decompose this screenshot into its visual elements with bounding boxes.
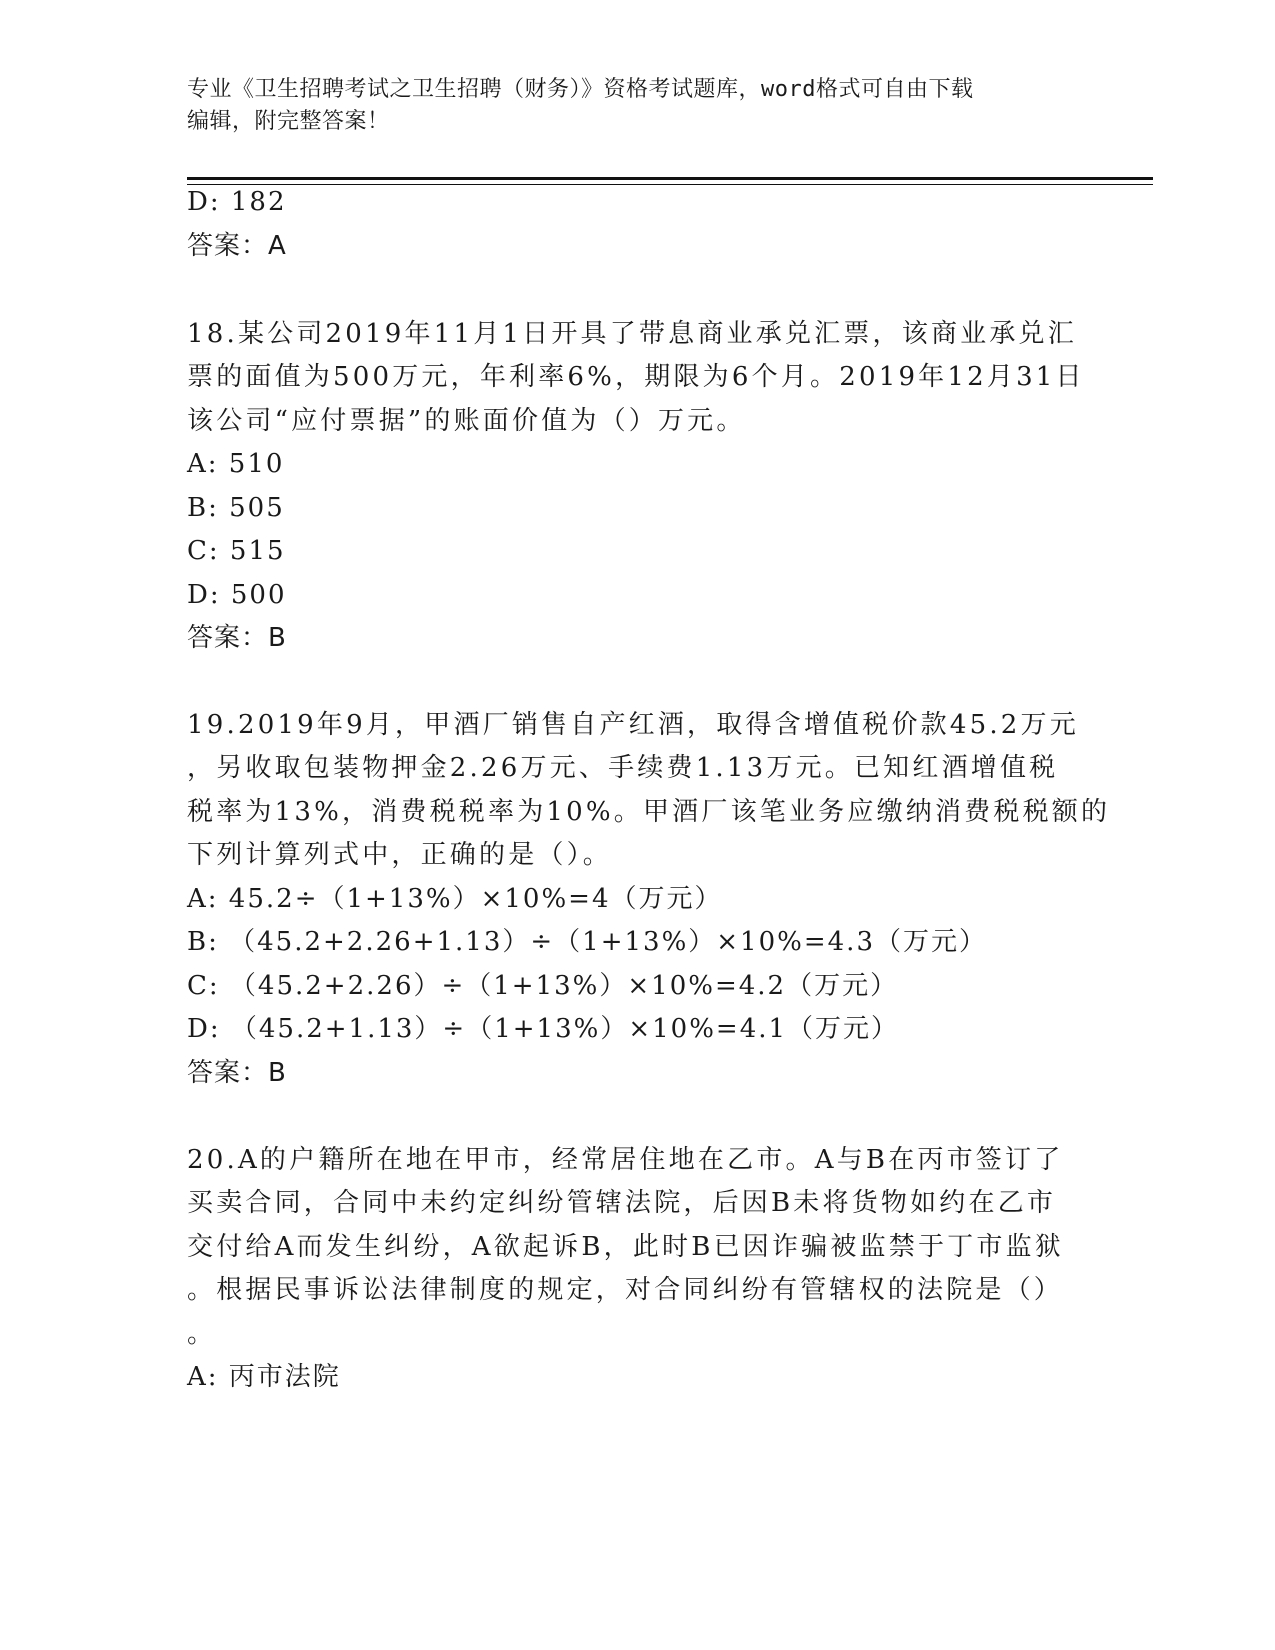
header-rule-thin [187,184,1153,185]
q20-option-a: A: 丙市法院 [187,1362,341,1392]
q18-option-d: D: 500 [187,580,287,610]
q20-text-line-3: 交付给A而发生纠纷，A欲起诉B，此时B已因诈骗被监禁于丁市监狱 [187,1232,1064,1262]
q19-text-line-2: ，另收取包装物押金2.26万元、手续费1.13万元。已知红酒增值税 [187,753,1059,783]
q18-option-c: C: 515 [187,536,286,566]
header-line-1: 专业《卫生招聘考试之卫生招聘（财务）》资格考试题库，word格式可自由下载 [187,77,974,102]
q19-option-b: B: （45.2+2.26+1.13）÷（1+13%）×10%=4.3（万元） [187,927,987,957]
header-line-2: 编辑，附完整答案！ [187,109,390,134]
q19-option-a: A: 45.2÷（1+13%）×10%=4（万元） [187,884,723,914]
prev-option-d: D: 182 [187,187,287,217]
q19-option-c: C: （45.2+2.26）÷（1+13%）×10%=4.2（万元） [187,971,899,1001]
q18-text-line-1: 18.某公司2019年11月1日开具了带息商业承兑汇票，该商业承兑汇 [187,319,1077,349]
q20-text-line-2: 买卖合同，合同中未约定纠纷管辖法院，后因B未将货物如约在乙市 [187,1188,1057,1218]
q19-text-line-4: 下列计算列式中，正确的是（）。 [187,840,613,870]
q19-text-line-3: 税率为13%，消费税税率为10%。甲酒厂该笔业务应缴纳消费税税额的 [187,797,1111,827]
q18-answer: 答案：B [187,623,287,653]
q20-text-line-1: 20.A的户籍所在地在甲市，经常居住地在乙市。A与B在丙市签订了 [187,1145,1064,1175]
q20-text-line-4: 。根据民事诉讼法律制度的规定，对合同纠纷有管辖权的法院是（） [187,1275,1064,1305]
header-rule-thick [187,177,1153,180]
prev-answer: 答案：A [187,231,287,261]
q20-text-line-5: 。 [187,1319,217,1349]
q18-option-a: A: 510 [187,449,285,479]
q18-text-line-3: 该公司“应付票据”的账面价值为（）万元。 [187,406,746,436]
q18-text-line-2: 票的面值为500万元，年利率6%，期限为6个月。2019年12月31日 [187,362,1085,392]
q18-option-b: B: 505 [187,493,285,523]
q19-option-d: D: （45.2+1.13）÷（1+13%）×10%=4.1（万元） [187,1014,900,1044]
page-header [187,74,1067,138]
q19-text-line-1: 19.2019年9月，甲酒厂销售自产红酒，取得含增值税价款45.2万元 [187,710,1079,740]
q19-answer: 答案：B [187,1058,287,1088]
